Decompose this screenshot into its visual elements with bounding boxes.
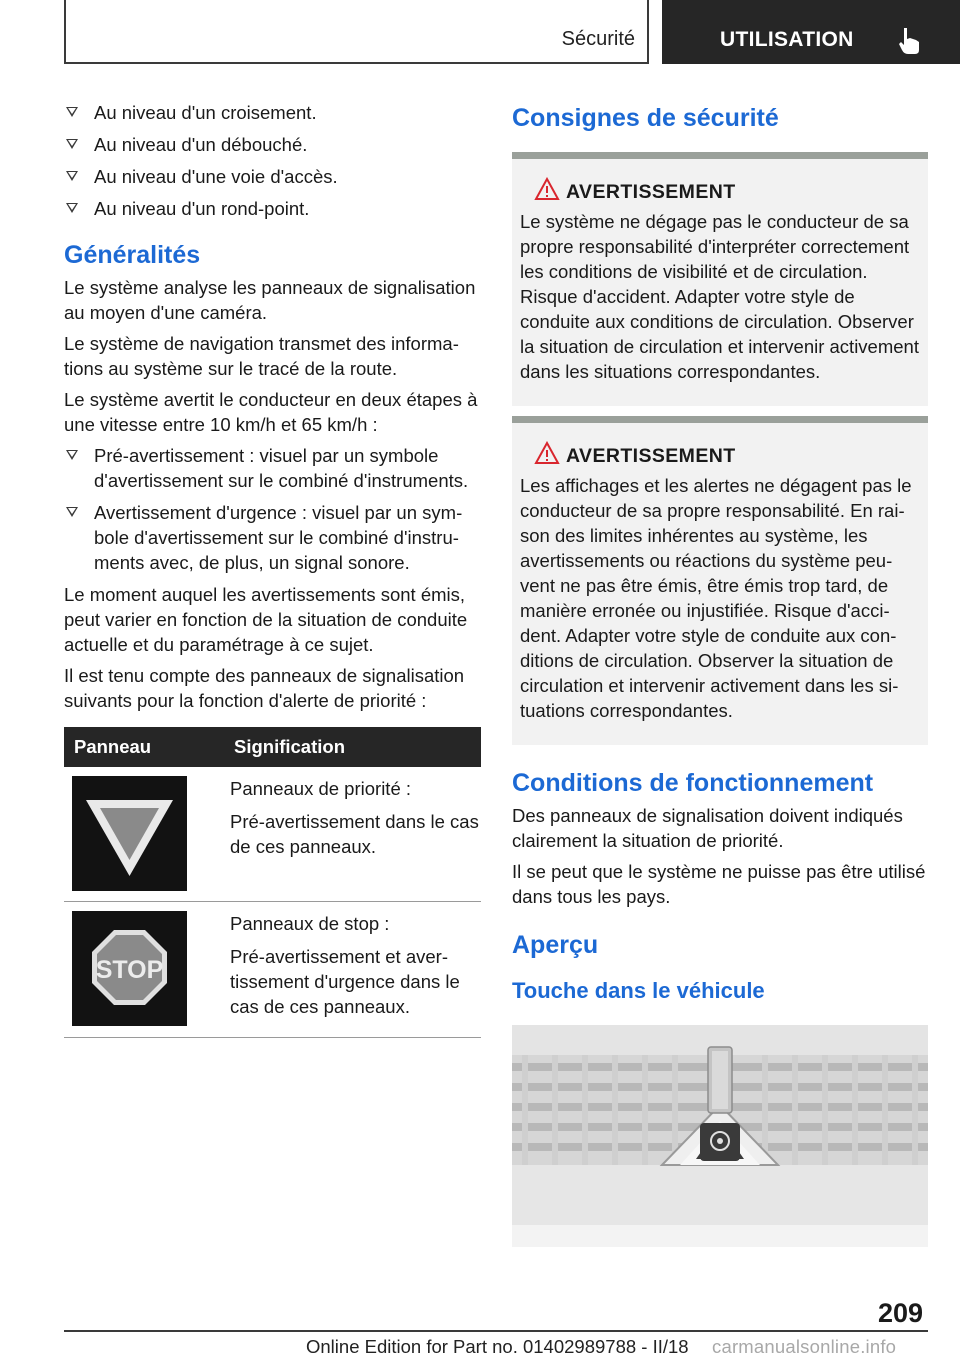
running-header-chapter: [662, 0, 960, 64]
sign-meaning-title: Panneaux de priorité :: [230, 778, 412, 799]
stop-sign-image: [72, 911, 187, 1026]
heading-generalites: Généralités: [64, 241, 201, 269]
left-column: [64, 96, 481, 1038]
warning-text: Les affichages et les alertes ne dégagent pas le conducteur de sa propre responsabilité. En raison des limites inhérentes au système, les avertissements ou réactions du système peuvent ne pas être émis, être émis trop tard, de manière erronée ou injustifiée. Risque d'accident. Adapter votre style de conduite aux conditions de circulation. Observer la situation de circulation et intervenir activement dans les situations correspondantes.: [520, 475, 912, 721]
right-column: [512, 96, 928, 1247]
paragraph: Il se peut que le système ne puisse pas être utilisé dans tous les pays.: [512, 861, 926, 907]
paragraph: Il est tenu compte des panneaux de signalisation suivants pour la fonction d'alerte de priorité :: [64, 665, 465, 711]
sign-meaning-text: Pré-avertissement et avertissement d'urgence dans le cas de ces panneaux.: [230, 946, 460, 1017]
watermark-brand: carmanualsonline.info: [712, 1336, 897, 1357]
heading-conditions: Conditions de fonctionnement: [512, 769, 874, 797]
sign-meaning-text: Pré-avertissement dans le cas de ces panneaux.: [230, 811, 479, 857]
paragraph: Le système analyse les panneaux de signalisation au moyen d'une caméra.: [64, 277, 476, 323]
heading-consignes: Consignes de sécurité: [512, 104, 779, 132]
subheading-touche: Touche dans le véhicule: [512, 978, 765, 1003]
vehicle-console-illustration: [512, 1025, 928, 1247]
list-item: Au niveau d'un rond-point.: [64, 196, 481, 221]
column-header-signification: Signification: [230, 727, 481, 767]
section-title: Sécurité: [561, 28, 635, 50]
bullet-triangle-icon: [66, 107, 78, 117]
warning-box: [512, 152, 928, 406]
signs-table: [64, 727, 481, 1038]
bullet-triangle-icon: [66, 507, 78, 517]
table-row: [64, 902, 481, 1038]
column-header-panneau: Panneau: [64, 727, 230, 767]
yield-sign-image: [72, 776, 187, 891]
warning-triangle-icon: [534, 441, 560, 465]
page-number: 209: [878, 1298, 924, 1328]
yield-sign-icon: [72, 776, 187, 891]
paragraph: Le système de navigation transmet des informations au système sur le tracé de la route.: [64, 333, 459, 379]
list-item: Au niveau d'un croisement.: [64, 100, 481, 125]
location-list: [64, 100, 481, 221]
edition-note: Online Edition for Part no. 01402989788 - II/18: [306, 1336, 689, 1357]
pointing-hand-icon: [894, 26, 924, 56]
list-item: Avertissement d'urgence : visuel par un symbole d'avertissement sur le combiné d'instruments avec, de plus, un signal sonore.: [64, 500, 481, 575]
list-item: Au niveau d'une voie d'accès.: [64, 164, 481, 189]
sign-meaning-title: Panneaux de stop :: [230, 913, 390, 934]
svg-text:STOP: STOP: [95, 956, 164, 984]
bullet-triangle-icon: [66, 171, 78, 181]
heading-apercu: Aperçu: [512, 931, 599, 959]
table-row: [64, 767, 481, 902]
running-header-section: [64, 0, 649, 64]
stop-sign-icon: [72, 911, 187, 1026]
warning-text: Le système ne dégage pas le conducteur de sa propre responsabilité d'interpréter correctement les conditions de visibilité et de circulation. Risque d'accident. Adapter votre style de conduite aux conditions de circulation. Observer la situation de circulation et intervenir activement dans les situations correspondantes.: [520, 211, 919, 382]
vehicle-button-photo: [512, 1025, 928, 1247]
list-item: Pré-avertissement : visuel par un symbole d'avertissement sur le combiné d'instruments.: [64, 443, 481, 493]
warning-triangle-icon: [534, 177, 560, 201]
warning-box: [512, 416, 928, 745]
paragraph: Le système avertit le conducteur en deux étapes à une vitesse entre 10 km/h et 65 km/h :: [64, 389, 478, 435]
bullet-triangle-icon: [66, 203, 78, 213]
paragraph: Des panneaux de signalisation doivent indiqués clairement la situation de priorité.: [512, 805, 903, 851]
list-item: Au niveau d'un débouché.: [64, 132, 481, 157]
warning-title: AVERTISSEMENT: [566, 445, 736, 467]
footer-rule: [64, 1330, 928, 1332]
bullet-triangle-icon: [66, 139, 78, 149]
warning-title: AVERTISSEMENT: [566, 181, 736, 203]
paragraph: Le moment auquel les avertissements sont émis, peut varier en fonction de la situation de conduite actuelle et du paramétrage à ce sujet.: [64, 584, 468, 655]
bullet-triangle-icon: [66, 450, 78, 460]
warning-stage-list: [64, 443, 481, 575]
chapter-title: UTILISATION: [720, 28, 854, 51]
table-header-row: [64, 727, 481, 767]
